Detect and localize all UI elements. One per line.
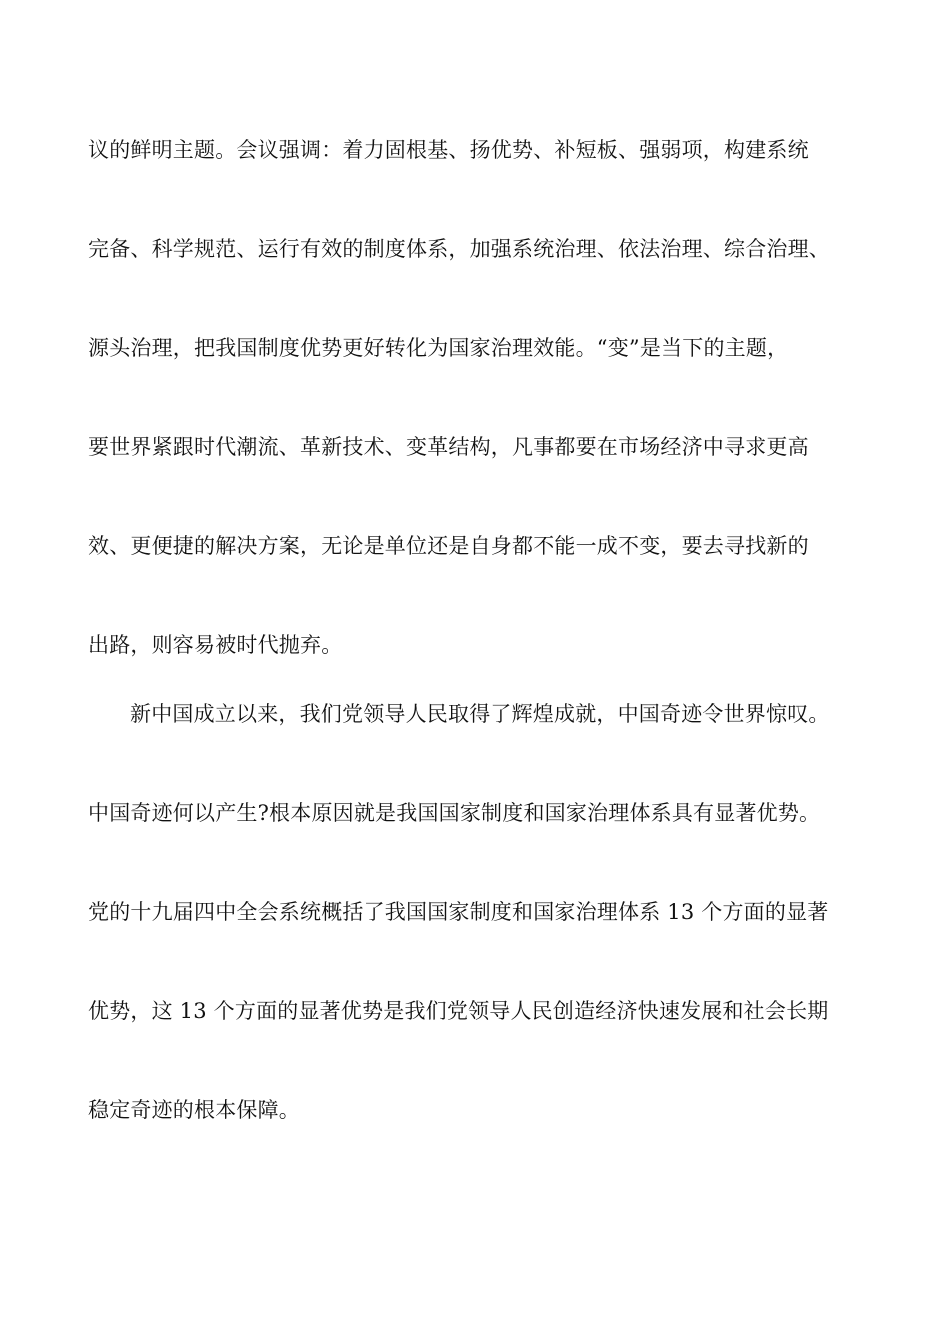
paragraph-line: 新中国成立以来，我们党领导人民取得了辉煌成就，中国奇迹令世界惊叹。 (130, 702, 830, 726)
paragraph-line: 效、更便捷的解决方案，无论是单位还是自身都不能一成不变，要去寻找新的 (88, 534, 809, 558)
paragraph-1 (88, 128, 868, 692)
paragraph-line: 议的鲜明主题。会议强调：着力固根基、扬优势、补短板、强弱项，构建系统 (88, 138, 809, 162)
paragraph-line: 源头治理，把我国制度优势更好转化为国家治理效能。“变”是当下的主题， (88, 336, 789, 360)
paragraph-line: 完备、科学规范、运行有效的制度体系，加强系统治理、依法治理、综合治理、 (88, 237, 830, 261)
paragraph-line: 稳定奇迹的根本保障。 (88, 1098, 300, 1122)
paragraph-line: 要世界紧跟时代潮流、革新技术、变革结构，凡事都要在市场经济中寻求更高 (88, 435, 809, 459)
paragraph-line: 中国奇迹何以产生?根本原因就是我国国家制度和国家治理体系具有显著优势。 (88, 801, 821, 825)
paragraph-line: 党的十九届四中全会系统概括了我国国家制度和国家治理体系 13 个方面的显著 (88, 900, 829, 924)
paragraph-line: 优势，这 13 个方面的显著优势是我们党领导人民创造经济快速发展和社会长期 (88, 999, 829, 1023)
paragraph-line: 出路，则容易被时代抛弃。 (88, 633, 343, 657)
paragraph-2 (88, 692, 868, 1187)
document-body (88, 128, 868, 1187)
